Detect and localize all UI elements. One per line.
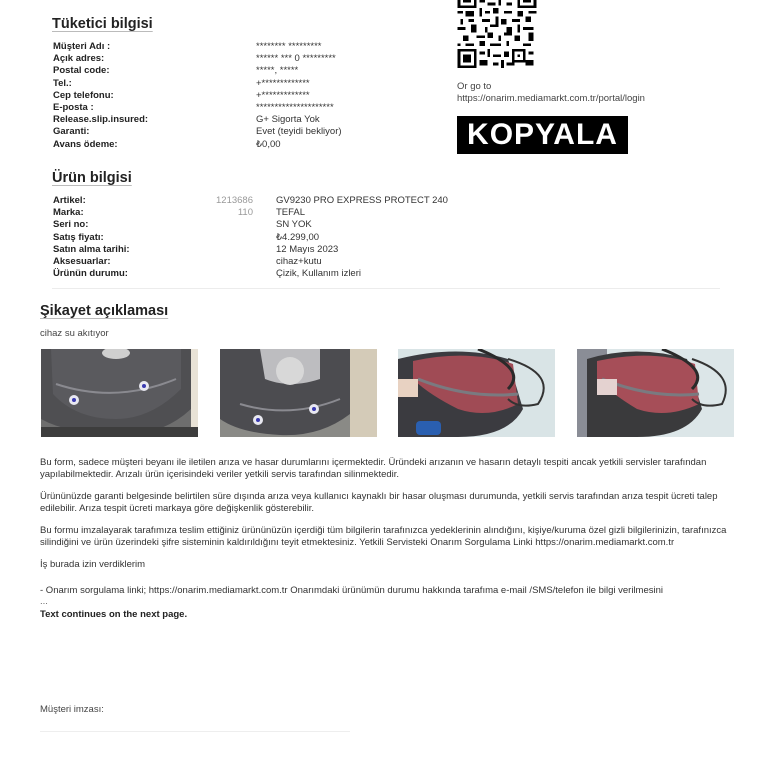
field-value: cihaz+kutu [276, 255, 322, 267]
disclaimer-paragraph: Bu form, sadece müşteri beyanı ile iletilen arıza ve hasar durumlarını içermektedir. Üründeki arızanın ve hasarın detaylı tespiti ancak yetkili servisler tarafından yapılabilmektedir. Arızalı ürün içerisindeki veriler yetkili servis tarafından silinmektedir. [40, 457, 707, 480]
consumer-field-row [53, 139, 443, 151]
field-label: Marka: [53, 207, 84, 219]
field-label: Avans ödeme: [53, 138, 118, 150]
field-label: Ürünün durumu: [53, 268, 128, 280]
field-code [173, 232, 276, 244]
field-code: 110 [237, 207, 253, 219]
field-value: G+ Sigorta Yok [256, 114, 320, 126]
product-field-row [53, 268, 473, 280]
permissions-heading: İş burada izin verdiklerim [40, 559, 146, 570]
qr-code-icon [457, 0, 537, 68]
field-value: Evet (teyidi bekliyor) [256, 126, 342, 138]
field-value: +************* [256, 77, 310, 89]
consumer-field-row [53, 126, 443, 138]
portal-link-block [457, 81, 645, 105]
disclaimer-paragraph: Ürününüzde garanti belgesinde belirtilen süre dışında arıza veya kullanıcı kaynaklı bir hasar oluşması durumunda, yetkili servis tarafından arıza tespit ücreti talep edilebilir. Arıza tespit ücreti markaya göre değişkenlik gösterebilir. [40, 491, 718, 514]
field-code: 1213686 [216, 195, 253, 206]
field-label: Açık adres: [53, 53, 105, 65]
field-label: Satın alma tarihi: [53, 243, 130, 255]
field-value: *****, ***** [256, 65, 299, 77]
complaint-heading: Şikayet açıklaması [40, 303, 169, 319]
disclaimer-paragraph: Bu formu imzalayarak tarafımıza teslim ettiğiniz ürününüzün içerdiği tüm bilgilerin tarafınızca yedeklerinin alındığını, kişiye/kuruma özel gizli bilgilerinizin, tarafınızca silindiğini ve ürün üzerindeki şifre sisteminin kaldırıldığını teyit etmektesiniz. Yetkili Servisteki Onarım Sorgulama Linki https://onarim.mediamarkt.com.tr [40, 525, 727, 548]
field-value: ****** *** 0 ********* [256, 53, 336, 65]
section-divider [52, 288, 720, 289]
signature-label: Müşteri imzası: [40, 704, 104, 715]
complaint-photo[interactable] [577, 349, 734, 437]
product-field-row [53, 244, 473, 256]
field-value: 12 Mayıs 2023 [276, 243, 339, 255]
complaint-photo[interactable] [41, 349, 198, 437]
consumer-field-row [53, 78, 443, 90]
field-label: Artikel: [53, 195, 86, 206]
complaint-photo[interactable] [220, 349, 377, 437]
product-field-row [53, 256, 473, 268]
consumer-info-list [53, 41, 443, 151]
field-value: SN YOK [276, 219, 312, 231]
field-value: ₺4.299,00 [276, 231, 320, 243]
product-field-row [53, 232, 473, 244]
field-label: E-posta : [53, 101, 94, 113]
field-label: Satış fiyatı: [53, 231, 104, 243]
consumer-field-row [53, 102, 443, 114]
field-value: +************* [256, 89, 310, 101]
field-code [173, 244, 276, 256]
complaint-description: cihaz su akıtıyor [40, 328, 109, 339]
field-code [173, 268, 276, 280]
copy-button[interactable]: KOPYALA [457, 116, 628, 154]
field-label: Release.slip.insured: [53, 114, 149, 126]
permission-item: - Onarım sorgulama linki; https://onarim.mediamarkt.com.tr Onarımdaki ürünümün durumu hakkında tarafıma e-mail /SMS/telefon ile bilgi verilmesini [40, 585, 664, 596]
consumer-field-row [53, 114, 443, 126]
field-value: ******** ********* [256, 41, 322, 52]
or-go-to-text: Or go to [457, 81, 492, 92]
field-value: TEFAL [276, 207, 306, 219]
field-label: Müşteri Adı : [53, 41, 111, 52]
ellipsis: ... [40, 596, 48, 607]
disclaimer-text [40, 457, 740, 621]
field-value: GV9230 PRO EXPRESS PROTECT 240 [276, 195, 448, 206]
continues-note: Text continues on the next page. [40, 609, 188, 620]
field-label: Aksesuarlar: [53, 255, 111, 267]
field-label: Seri no: [53, 219, 89, 231]
product-field-row [53, 219, 473, 231]
field-value: ₺0,00 [256, 138, 281, 150]
product-info-heading: Ürün bilgisi [52, 170, 132, 186]
consumer-info-heading: Tüketici bilgisi [52, 16, 153, 32]
complaint-photo[interactable] [398, 349, 555, 437]
product-info-list [53, 195, 473, 280]
signature-line [40, 731, 350, 732]
field-label: Postal code: [53, 65, 110, 77]
field-value: Çizik, Kullanım izleri [276, 268, 361, 280]
product-field-row [53, 195, 473, 207]
field-code [173, 219, 276, 231]
consumer-field-row [53, 53, 443, 65]
field-label: Tel.: [53, 77, 72, 89]
product-field-row [53, 207, 473, 219]
field-code [173, 256, 276, 268]
field-label: Cep telefonu: [53, 89, 114, 101]
consumer-field-row [53, 90, 443, 102]
consumer-field-row [53, 41, 443, 53]
portal-url-link[interactable]: https://onarim.mediamarkt.com.tr/portal/login [457, 93, 645, 104]
consumer-field-row [53, 65, 443, 77]
field-label: Garanti: [53, 126, 90, 138]
field-value: ********************* [256, 101, 334, 113]
